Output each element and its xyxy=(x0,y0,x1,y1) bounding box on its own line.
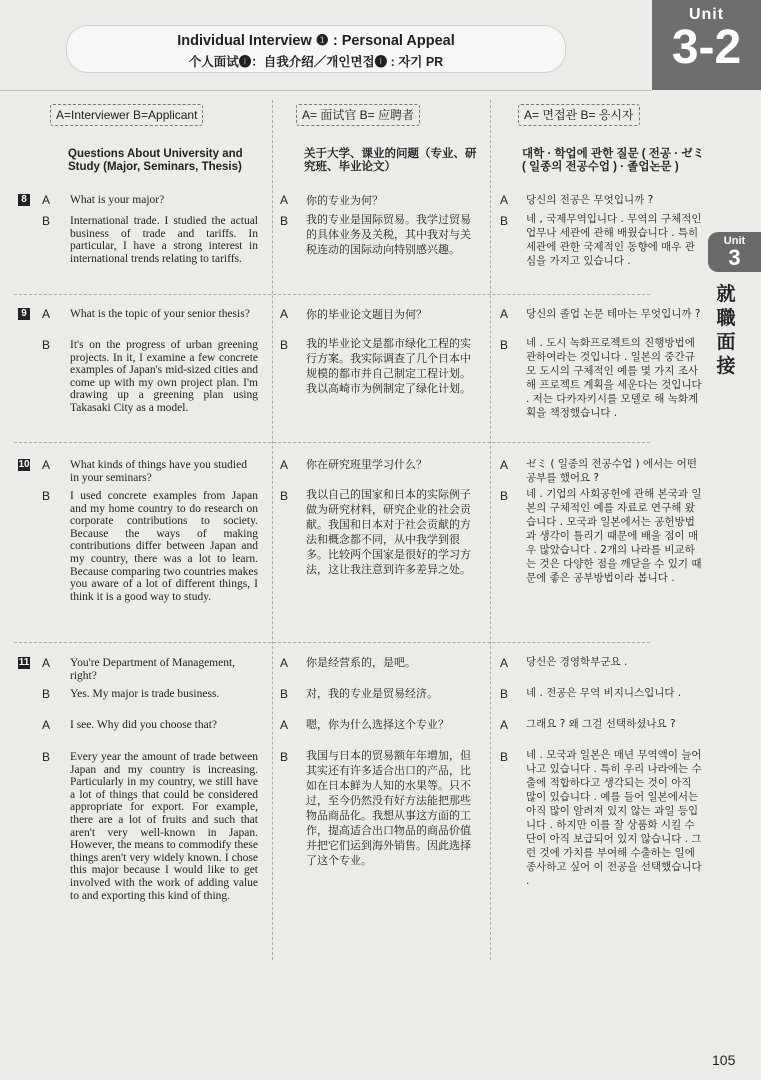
english-line: I used concrete examples from Japan and my home country to do research on corporate contributions to society. Because the ways of making contributions differ between Japan and my country, there was a lot to learn. Because comparing two countries makes you aware of a lot of different things, I think it is a good way to study. xyxy=(70,490,258,603)
speaker-label: A xyxy=(500,458,509,472)
korean-line: 당신은 경영학부군요 . xyxy=(526,656,628,668)
speaker-label: A xyxy=(280,193,289,207)
speaker-label: A xyxy=(280,718,289,732)
korean-line: 그래요 ? 왜 그걸 선택하셨나요 ? xyxy=(526,718,676,730)
english-line: International trade. I studied the actual business of trade and tariffs. In particular, I have a strong interest in international trends relating to tariffs. xyxy=(70,215,258,265)
chinese-line: 你的专业为何？ xyxy=(306,194,383,207)
korean-line: 당신의 졸업 논문 테마는 무엇입니까 ? xyxy=(526,308,701,320)
chinese-line: 对，我的专业是贸易经济。 xyxy=(306,687,438,700)
speaker-label: B xyxy=(500,750,509,764)
chinese-line: 你是经营系的，是吧。 xyxy=(306,656,416,669)
chinese-line: 我国与日本的贸易额年年增加，但其实还有许多适合出口的产品，比如在日本鲜为人知的水果等。只不过，至今仍然没有好方法能把那些物品商品化。我想从事这方面的工作，提高适合出口物品的商品价值并把它们运到海外销售。因此选择了这个专业。 xyxy=(306,749,471,867)
speaker-label: B xyxy=(500,214,509,228)
english-line: I see. Why did you choose that? xyxy=(70,719,218,731)
speaker-label: A xyxy=(500,193,509,207)
chinese-line: 你的毕业论文题目为何？ xyxy=(306,308,427,321)
speaker-label: B xyxy=(42,489,51,503)
chinese-line: 我的毕业论文是都市绿化工程的实行方案。我实际调查了几个日本中规模的都市并自己制定工程计划。我以高崎市为例制定了绿化计划。 xyxy=(306,337,471,395)
item-number-badge: 11 xyxy=(18,657,30,668)
speaker-label: B xyxy=(280,687,289,701)
column-divider xyxy=(272,100,273,960)
title-chinese-korean: 个人面试❶：自我介绍／개인면접❶ : 자기 PR xyxy=(188,55,444,69)
korean-line: 네 . 모국과 일본은 매년 무역액이 늘어나고 있습니다 . 특히 우리 나라에는 수출에 적합하다고 생각되는 것이 아직 많이 있습니다 . 예를 들어 일본에서는 아직 많이 알려져 있지 않는 과일 등입니다 . 하지만 이를 잘 상품화 시킬 수단이 아직 보급되어 있지 않습니다 . 그런 것에 가치를 부여해 수출하는 일에 종사하고 싶어 이 전공을 선택했습니다 . xyxy=(526,749,702,887)
speaker-label: A xyxy=(500,718,509,732)
korean-line: ゼミ ( 일종의 전공수업 ) 에서는 어떤 공부를 했어요 ? xyxy=(526,458,697,484)
chinese-line: 我的专业是国际贸易。我学过贸易的具体业务及关税，其中我对与关税连动的国际动向特别感兴趣。 xyxy=(306,213,471,256)
english-line: Every year the amount of trade between Japan and my country is increasing. Particularly in my country, we still have a lot of things that could be considered appropriate for export. For example, there are a lot of fruits and such that aren't very well-known in Japan. However, the means to commodify these things aren't very widely known. I chose this major because I would like to get involved with the work of adding value to and exporting this kind of thing. xyxy=(70,751,258,902)
side-unit-tab xyxy=(708,232,761,272)
unit-word: Unit xyxy=(688,6,725,23)
speaker-label: B xyxy=(280,750,289,764)
chinese-column-label: A= 面试官 B= 应聘者 xyxy=(296,104,420,126)
korean-section-heading: 대학 · 학업에 관한 질문 ( 전공 · ゼミ ( 일종의 전공수업 ) · 졸업논문 ) xyxy=(522,148,705,173)
english-line: You're Department of Management, right? xyxy=(70,657,236,682)
item-number-badge: 9 xyxy=(18,308,30,320)
chinese-line: 你在研究班里学习什么？ xyxy=(306,458,427,471)
side-unit-number: 3 xyxy=(728,245,741,270)
row-divider xyxy=(14,642,650,643)
speaker-label: A xyxy=(42,718,51,732)
speaker-label: A xyxy=(42,193,51,207)
item-number-badge: 8 xyxy=(18,194,30,206)
english-line: It's on the progress of urban greening projects. In it, I examine a few concrete examples of Japan's mid-sized cities and come up with my own project plan. I'm drawing up a greening plan using Takasaki City as a model. xyxy=(70,339,258,414)
chinese-line: 我以自己的国家和日本的实际例子做为研究材料，研究企业的社会贡献。我国和日本对于社会贡献的方法和概念都不同，从中我学到很多。比较两个国家是很好的学习方法，这让我注意到许多差异之处。 xyxy=(306,488,471,576)
speaker-label: A xyxy=(280,656,289,670)
speaker-label: A xyxy=(500,656,509,670)
speaker-label: B xyxy=(500,687,509,701)
speaker-label: B xyxy=(280,489,289,503)
korean-line: 네 , 국제무역입니다 . 무역의 구체적인 업무나 세관에 관해 배웠습니다 . 특히 세관에 관한 국제적인 동향에 매우 관심을 가지고 있습니다 . xyxy=(526,213,702,267)
english-line: What is your major? xyxy=(70,194,165,206)
speaker-label: B xyxy=(500,338,509,352)
title-english: Individual Interview ❶ : Personal Appeal xyxy=(177,33,455,49)
page-number: 105 xyxy=(712,1052,736,1068)
english-line: What is the topic of your senior thesis? xyxy=(70,308,250,320)
unit-number: 3-2 xyxy=(671,21,742,74)
english-line: What kinds of things have you studied in your seminars? xyxy=(70,459,247,484)
speaker-label: B xyxy=(42,338,51,352)
speaker-label: B xyxy=(500,489,509,503)
speaker-label: B xyxy=(42,687,51,701)
korean-line: 네 . 기업의 사회공헌에 관해 본국과 일본의 구체적인 예를 자료로 연구해 왔습니다 . 모국과 일본에서는 공헌방법과 생각이 틀리기 때문에 배울 점이 매우 많았습니다 . 2개의 나라를 비교하는 것은 다양한 점을 깨닫을 수 있기 때문에 좋은 공부방법이라 봅니다 . xyxy=(526,488,702,584)
speaker-label: A xyxy=(280,458,289,472)
side-unit-word: Unit xyxy=(723,235,746,247)
korean-line: 당신의 전공은 무엇입니까 ? xyxy=(526,194,654,206)
speaker-label: A xyxy=(42,656,51,670)
side-vertical-text: 就職面接 xyxy=(716,283,736,377)
korean-line: 네 . 도시 녹화프로젝트의 진행방법에 관하여라는 것입니다 . 일본의 중간규모 도시의 구체적인 예를 몇 가지 조사해 프로젝트 계획을 세운다는 것입니다 . 저는 다카자키시를 모델로 해 녹화계획을 책정했습니다 . xyxy=(526,337,702,419)
page-title xyxy=(66,25,566,73)
speaker-label: B xyxy=(42,214,51,228)
header-divider xyxy=(0,90,652,91)
chinese-line: 嗯，你为什么选择这个专业？ xyxy=(306,718,449,731)
english-section-heading: Questions About University and Study (Major, Seminars, Thesis) xyxy=(68,148,243,173)
speaker-label: A xyxy=(280,307,289,321)
speaker-label: B xyxy=(280,338,289,352)
chinese-section-heading: 关于大学、课业的问题（专业、研究班、毕业论文） xyxy=(304,148,477,173)
unit-badge xyxy=(652,0,761,90)
english-column-label: A=Interviewer B=Applicant xyxy=(50,104,203,126)
speaker-label: B xyxy=(280,214,289,228)
row-divider xyxy=(14,294,650,295)
korean-column-label: A= 면접관 B= 응시자 xyxy=(518,104,640,126)
item-number-badge: 10 xyxy=(18,459,30,470)
speaker-label: A xyxy=(42,307,51,321)
speaker-label: A xyxy=(42,458,51,472)
korean-line: 네 . 전공은 무역 비지니스입니다 . xyxy=(526,687,682,699)
english-line: Yes. My major is trade business. xyxy=(70,688,220,700)
row-divider xyxy=(14,442,650,443)
speaker-label: A xyxy=(500,307,509,321)
speaker-label: B xyxy=(42,750,51,764)
column-divider xyxy=(490,100,491,960)
